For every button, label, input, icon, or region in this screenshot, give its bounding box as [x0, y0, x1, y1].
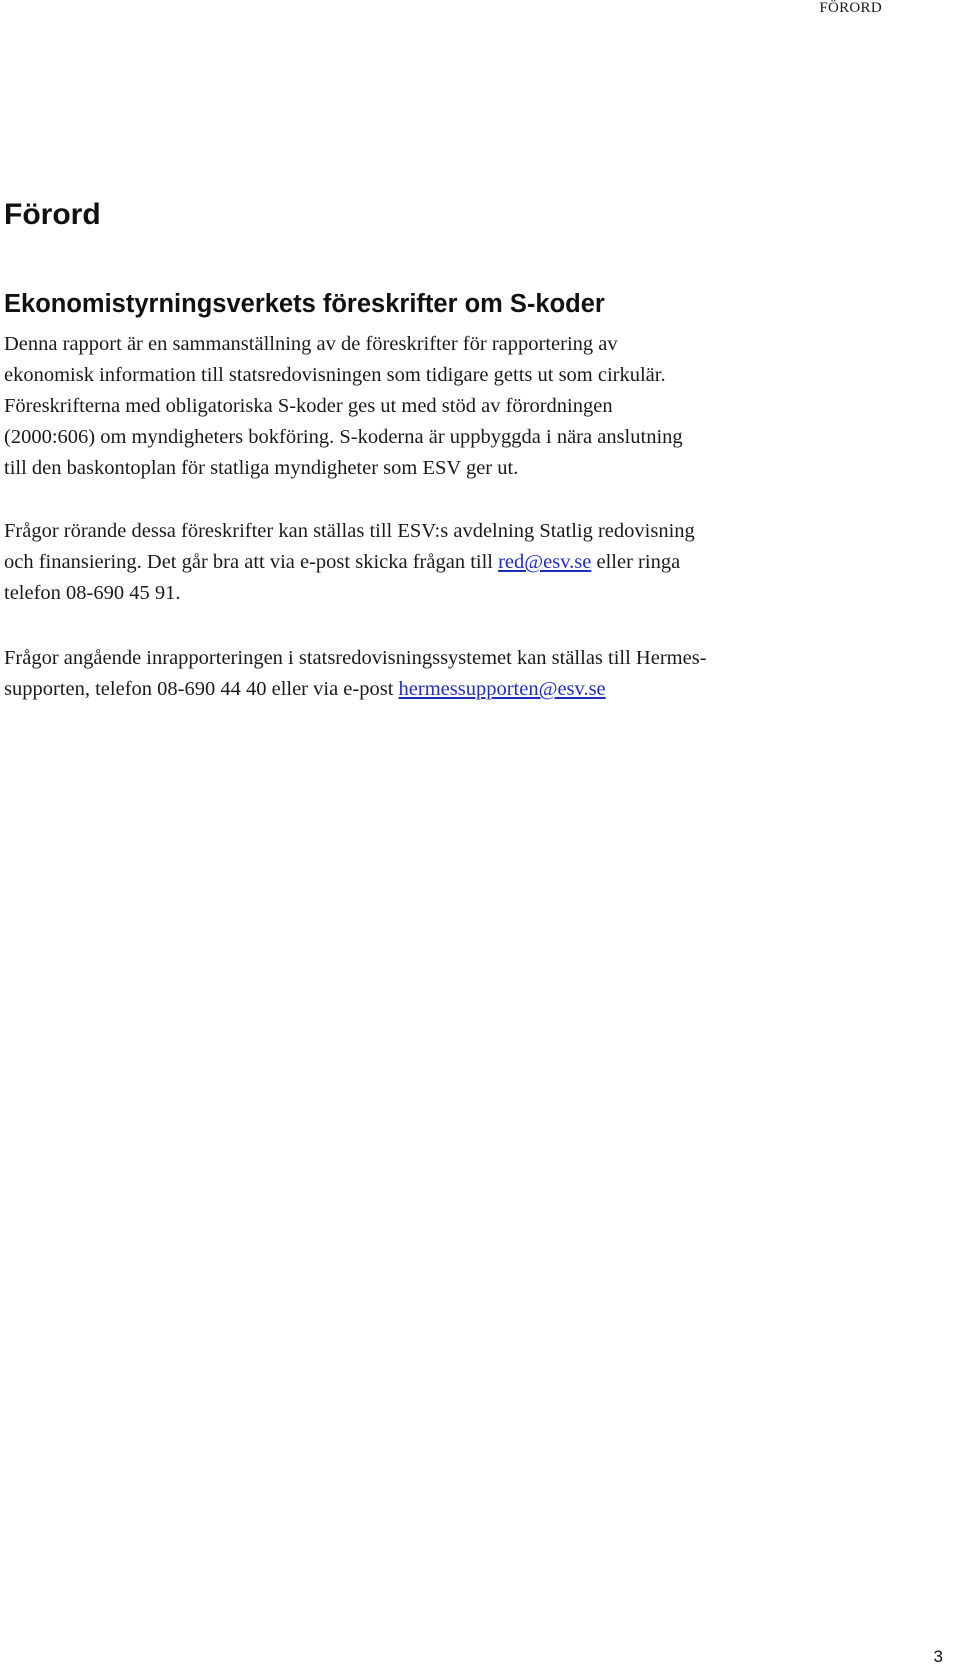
text-segment: och finansiering. Det går bra att via e-post skicka frågan till — [4, 551, 499, 573]
paragraph-line — [4, 674, 804, 705]
paragraph-line: till den baskontoplan för statliga myndigheter som ESV ger ut. — [4, 457, 519, 479]
email-link-red[interactable]: red@esv.se — [498, 551, 592, 573]
paragraph-line: Frågor angående inrapporteringen i statsredovisningssystemet kan ställas till Hermes- — [4, 647, 707, 669]
paragraph-line: telefon 08-690 45 91. — [4, 582, 181, 604]
section-heading: Ekonomistyrningsverkets föreskrifter om S-koder — [4, 290, 605, 318]
support-paragraph — [4, 643, 804, 705]
paragraph-line: Frågor rörande dessa föreskrifter kan ställas till ESV:s avdelning Statlig redovisning — [4, 520, 695, 542]
paragraph-line: (2000:606) om myndigheters bokföring. S-koderna är uppbyggda i nära anslutning — [4, 426, 683, 448]
paragraph-line — [4, 547, 804, 578]
intro-paragraph — [4, 329, 804, 484]
running-header: FÖRORD — [819, 0, 882, 16]
page-number: 3 — [933, 1647, 943, 1666]
page-title: Förord — [4, 198, 101, 231]
paragraph-line: Denna rapport är en sammanställning av de föreskrifter för rapportering av — [4, 333, 618, 355]
paragraph-line: Föreskrifterna med obligatoriska S-koder ges ut med stöd av förordningen — [4, 395, 613, 417]
text-segment: eller ringa — [591, 551, 681, 573]
contact-paragraph — [4, 516, 804, 609]
text-segment: supporten, telefon 08-690 44 40 eller via e-post — [4, 678, 399, 700]
paragraph-line: ekonomisk information till statsredovisningen som tidigare getts ut som cirkulär. — [4, 364, 666, 386]
email-link-hermessupporten[interactable]: hermessupporten@esv.se — [398, 678, 606, 700]
